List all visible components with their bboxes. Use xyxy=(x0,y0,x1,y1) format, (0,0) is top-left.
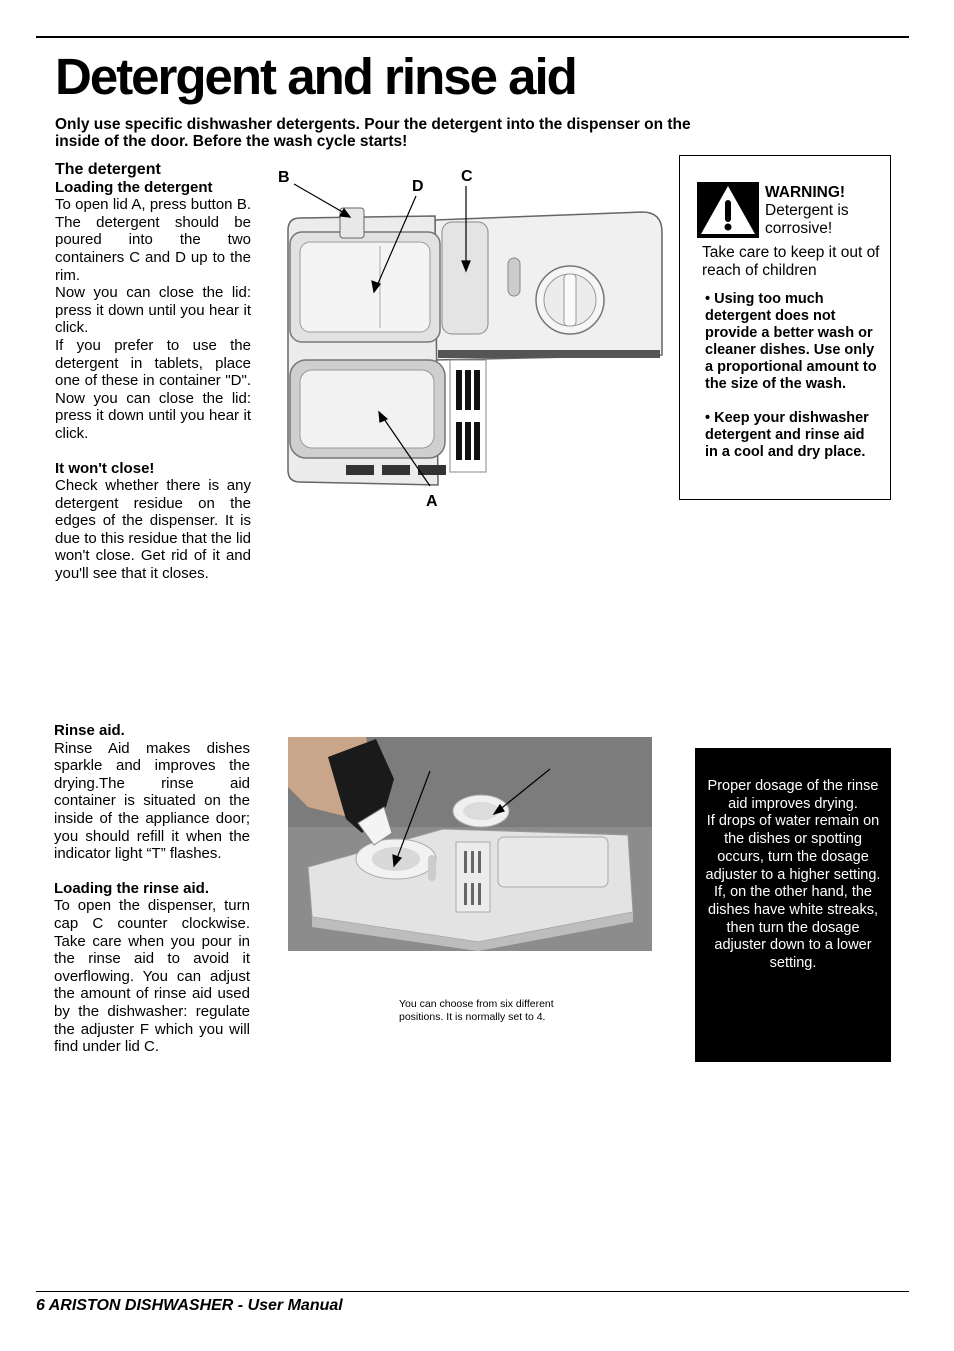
intro-text: Only use specific dishwasher detergents. Pour the detergent into the dispenser on the inside of the door. Before the wash cycle starts! xyxy=(55,116,691,150)
detergent-heading: The detergent xyxy=(55,161,161,178)
warning-subtext: Take care to keep it out of reach of children xyxy=(702,244,880,279)
label-b: B xyxy=(278,169,290,186)
detergent-section xyxy=(55,161,251,583)
loading-detergent-heading: Loading the detergent xyxy=(55,178,213,196)
dosage-info-box xyxy=(695,748,891,1062)
label-c: C xyxy=(461,168,473,185)
warning-text xyxy=(765,184,849,238)
warning-line1: Detergent is xyxy=(765,202,849,219)
bottom-rule xyxy=(36,1291,909,1292)
warning-triangle-icon xyxy=(697,182,759,238)
warning-line2: corrosive! xyxy=(765,220,833,237)
top-rule xyxy=(36,36,909,38)
rinse-heading: Rinse aid. xyxy=(54,722,125,739)
label-a: A xyxy=(426,493,438,510)
wont-close-text: Check whether there is any detergent residue on the edges of the dispenser. It is due to this residue that the lid won't close. Get rid of it and you'll see that it closes. xyxy=(55,477,251,583)
loading-rinse-text: To open the dispenser, turn cap C counter clockwise. Take care when you pour in the rinse aid to avoid it overflowing. You can adjust the amount of rinse aid used by the dishwasher: regulate the adjuster F which you will find under lid C. xyxy=(54,897,250,1056)
loading-rinse-heading: Loading the rinse aid. xyxy=(54,879,210,897)
rinse-text: Rinse Aid makes dishes sparkle and improves the drying.The rinse aid container is situated on the inside of the appliance door; you should refill it when the indicator light “T” flashes. xyxy=(54,739,250,863)
rinse-photo-caption: You can choose from six different positions. It is normally set to 4. xyxy=(399,998,554,1023)
wont-close-heading: It won't close! xyxy=(55,459,155,477)
bullet-too-much-detergent: • Using too much detergent does not provide a better wash or cleaner dishes. Use only a proportional amount to the size of the wash. xyxy=(705,291,877,392)
warning-bullets xyxy=(705,291,881,461)
warning-title: WARNING! xyxy=(765,184,846,201)
rinse-aid-photo xyxy=(288,737,652,951)
tablet-text: If you prefer to use the detergent in tablets, place one of these in container "D". Now you can close the lid: press it down until you hear it click. xyxy=(55,336,251,442)
loading-detergent-text: To open lid A, press button B. The detergent should be poured into the two containers C and D up to the rim. xyxy=(55,196,251,284)
dispenser-diagram xyxy=(270,160,670,510)
rinse-section xyxy=(54,722,250,1056)
dosage-text: Proper dosage of the rinse aid improves drying. If drops of water remain on the dishes or spotting occurs, turn the dosage adjuster to a higher setting. If, on the other hand, the dishes have white streaks, then turn the dosage adjuster down to a lower setting. xyxy=(705,778,881,972)
close-lid-text: Now you can close the lid: press it down until you hear it click. xyxy=(55,284,251,337)
page-footer: 6 ARISTON DISHWASHER - User Manual xyxy=(36,1297,343,1314)
bullet-keep-cool-dry: • Keep your dishwasher detergent and rinse aid in a cool and dry place. xyxy=(705,410,869,460)
page-title: Detergent and rinse aid xyxy=(55,48,576,105)
label-d: D xyxy=(412,178,424,195)
